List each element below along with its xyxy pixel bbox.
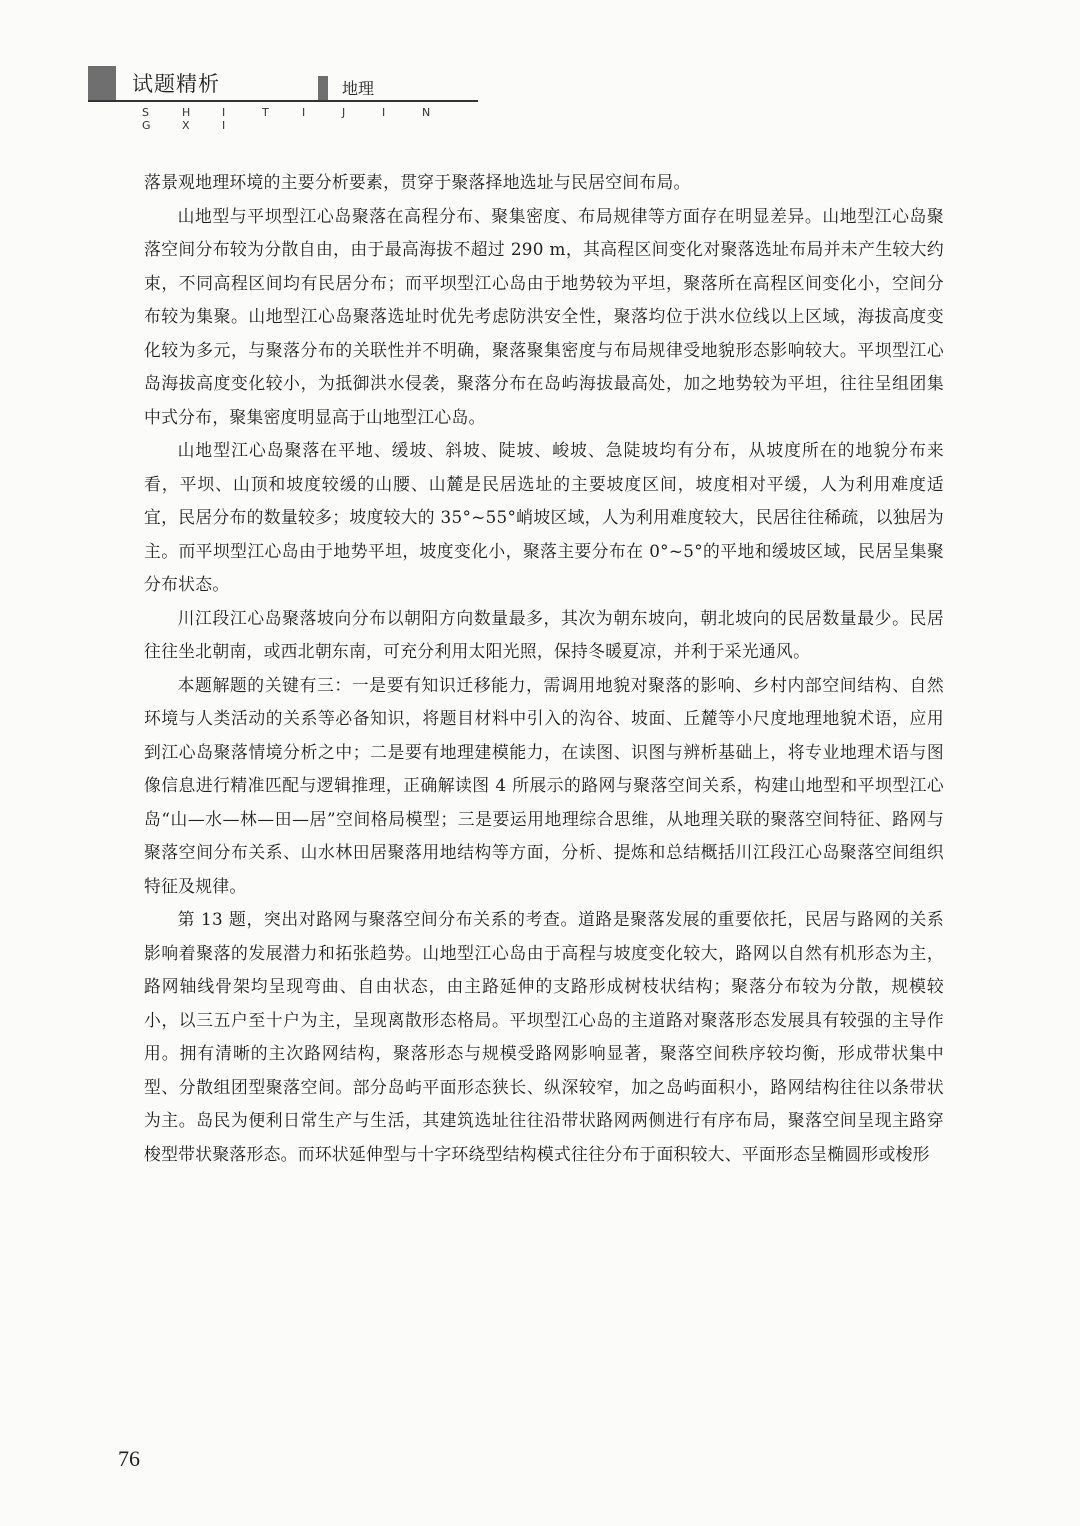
header-latin-letter: I [222,119,226,132]
paragraph-elevation: 山地型与平坝型江心岛聚落在高程分布、聚集密度、布局规律等方面存在明显差异。山地型江心岛聚落空间分布较为分散自由，由于最高海拔不超过 290 m，其高程区间变化对聚落选址布局并未产生较大约束，不同高程区间均有民居分布；而平坝型江心岛由于地势较为平坦，聚落所在高程区间变化小，空间分布较为集聚。山地型江心岛聚落选址时优先考虑防洪安全性，聚落均位于洪水位线以上区域，海拔高度变化较为多元，与聚落分布的关联性并不明确，聚落聚集密度与布局规律受地貌形态影响较大。平坝型江心岛海拔高度变化较小，为抵御洪水侵袭，聚落分布在岛屿海拔最高处，加之地势较为平坦，往往呈组团集中式分布，聚集密度明显高于山地型江心岛。 [144,205,944,427]
header-latin [142,106,478,132]
header-latin-letter: I [302,106,306,119]
header-latin-letter: H [182,106,191,119]
header-latin-letter: J [342,106,346,119]
paragraph-slope: 山地型江心岛聚落在平地、缓坡、斜坡、陡坡、峻坡、急陡坡均有分布，从坡度所在的地貌分布来看，平坝、山顶和坡度较缓的山腰、山麓是民居选址的主要坡度区间，坡度相对平缓，人为利用难度适宜，民居分布的数量较多；坡度较大的 35°~55°峭坡区域，人为利用难度较大，民居往往稀疏，以独居为主。而平坝型江心岛由于地势平坦，坡度变化小，聚落主要分布在 0°~5°的平地和缓坡区域，民居呈集聚分布状态。 [144,440,944,594]
header-latin-letter: G [142,119,151,132]
header-decor-block [88,66,116,100]
header-latin-letter: X [182,119,190,132]
paragraph-continued: 落景观地理环境的主要分析要素，贯穿于聚落择地选址与民居空间布局。 [144,172,691,192]
header-title: 试题精析 [132,72,220,96]
page-header [88,66,478,136]
header-latin-letter: S [142,106,149,119]
article-body [144,166,944,1171]
header-latin-letter: T [262,106,269,119]
header-subject: 地理 [342,79,375,98]
header-latin-letter: I [222,106,226,119]
paragraph-key-points: 本题解题的关键有三：一是要有知识迁移能力，需调用地貌对聚落的影响、乡村内部空间结构、自然环境与人类活动的关系等必备知识，将题目材料中引入的沟谷、坡面、丘麓等小尺度地理地貌术语，应用到江心岛聚落情境分析之中；二是要有地理建模能力，在读图、识图与辨析基础上，将专业地理术语与图像信息进行精准匹配与逻辑推理，正确解读图 4 所展示的路网与聚落空间关系，构建山地型和平坝型江心岛“山—水—林—田—居”空间格局模型；三是要运用地理综合思维，从地理关联的聚落空间特征、路网与聚落空间分布关系、山水林田居聚落用地结构等方面，分析、提炼和总结概括川江段江心岛聚落空间组织特征及规律。 [144,674,944,896]
header-latin-letter: N [422,106,431,119]
header-latin-letter: I [382,106,386,119]
page-number: 76 [118,1446,140,1471]
header-divider-block [318,76,328,100]
paragraph-question-13: 第 13 题，突出对路网与聚落空间分布关系的考查。道路是聚落发展的重要依托，民居与路网的关系影响着聚落的发展潜力和拓张趋势。山地型江心岛由于高程与坡度变化较大，路网以自然有机形态为主，路网轴线骨架均呈现弯曲、自由状态，由主路延伸的支路形成树枝状结构；聚落分布较为分散，规模较小，以三五户至十户为主，呈现离散形态格局。平坝型江心岛的主道路对聚落形态发展具有较强的主导作用。拥有清晰的主次路网结构，聚落形态与规模受路网影响显著，聚落空间秩序较均衡，形成带状集中型、分散组团型聚落空间。部分岛屿平面形态狭长、纵深较窄，加之岛屿面积小，路网结构往往以条带状为主。岛民为便利日常生产与生活，其建筑选址往往沿带状路网两侧进行有序布局，聚落空间呈现主路穿梭型带状聚落形态。而环状延伸型与十字环绕型结构模式往往分布于面积较大、平面形态呈椭圆形或梭形 [144,909,944,1164]
header-rule [88,100,478,102]
paragraph-aspect: 川江段江心岛聚落坡向分布以朝阳方向数量最多，其次为朝东坡向，朝北坡向的民居数量最少。民居往往坐北朝南，或西北朝东南，可充分利用太阳光照，保持冬暖夏凉，并利于采光通风。 [144,607,944,661]
